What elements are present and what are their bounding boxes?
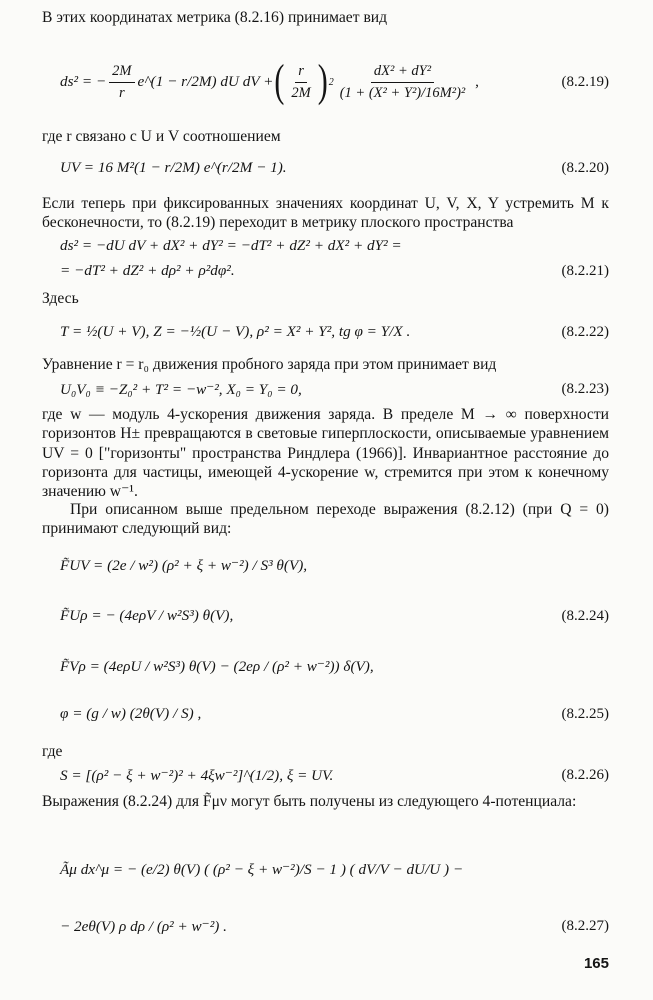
eq-number-23: (8.2.23) (561, 380, 609, 397)
eq27-a: Ãμ dx^μ = − (e/2) θ(V) ( (ρ² − ξ + w⁻²)/S − 1 ) ( dV/V − dU/U ) − (60, 860, 464, 878)
eq26-body: S = [(ρ² − ξ + w⁻²)² + 4ξw⁻²]^(1/2), ξ = UV. (60, 766, 334, 784)
eq-number-25: (8.2.25) (561, 705, 609, 722)
paragraph-potential: Выражения (8.2.24) для F̃μν могут быть получены из следующего 4-потенциала: (42, 793, 577, 810)
eq27-b: − 2eθ(V) ρ dρ / (ρ² + w⁻²) . (60, 917, 227, 935)
equation-8-2-24-b (60, 594, 609, 638)
eq25-body: φ = (g / w) (2θ(V) / S) , (60, 705, 202, 722)
equation-8-2-20 (60, 150, 609, 186)
eq-number-22: (8.2.22) (561, 323, 609, 340)
equation-8-2-27-b (60, 904, 609, 948)
eq-number-26: (8.2.26) (561, 766, 609, 783)
equation-8-2-19: ds² = − $\frac{2M}{r}$ e^(1 − r/2M) dU dV + ( $\frac{r}{2M}$ ) 2 $\frac{\text{dX² + dY²}}{\text{(1 + (X² + Y²)/16M²)²}}$ , (8.2.19) (60, 56, 609, 106)
equation-8-2-27-a (60, 844, 609, 894)
paragraph-intro: В этих координатах метрика (8.2.16) принимает вид (42, 9, 388, 26)
equation-8-2-23 (60, 378, 609, 400)
eq-number-21: (8.2.21) (561, 262, 609, 279)
eq19-frac3-num: dX² + dY² (371, 63, 434, 83)
equation-8-2-24-c (60, 644, 609, 688)
equation-8-2-25 (60, 692, 609, 736)
eq19-frac3-den: (1 + (X² + Y²)/16M²)² (339, 84, 466, 101)
eq19-frac2-den: 2M (291, 84, 311, 101)
eq-number-24: (8.2.24) (561, 607, 609, 624)
paragraph-acceleration: где w — модуль 4-ускорения движения заряда. В пределе M → ∞ поверхности горизонтов H± превращаются в световые гиперплоскости, описываемые уравнением UV = 0 ["горизонты" пространства Риндлера (1966)]. Инвариантное расстояние до горизонта для частицы, имеющей 4-ускорение w, стремится при этом к конечному значению w⁻¹. (42, 406, 609, 501)
eq23-body: U₀V₀ ≡ −Z₀² + T² = −w⁻², X₀ = Y₀ = 0, (60, 380, 302, 398)
eq22-body: T = ½(U + V), Z = −½(U − V), ρ² = X² + Y², tg φ = Y/X . (60, 323, 411, 340)
eq19-lhs: ds² = − (60, 73, 107, 90)
equation-8-2-21-line2 (60, 261, 609, 281)
paragraph-where: где (42, 743, 63, 760)
eq21-line2: = −dT² + dZ² + dρ² + ρ²dφ². (60, 262, 235, 279)
paragraph-where-r: где r связано с U и V соотношением (42, 128, 281, 145)
eq20-body: UV = 16 M²(1 − r/2M) e^(r/2M − 1). (60, 159, 287, 176)
equation-8-2-26 (60, 764, 609, 786)
paragraph-equation-motion: Уравнение r = r₀ движения пробного заряда при этом принимает вид (42, 356, 497, 373)
eq21-line1: ds² = −dU dV + dX² + dY² = −dT² + dZ² + dX² + dY² = (60, 237, 402, 254)
paragraph-limit: Если теперь при фиксированных значениях координат U, V, X, Y устремить M к бесконечности, то (8.2.19) переходит в метрику плоского пространства (42, 195, 609, 232)
eq24-c: F̃Vρ = (4eρU / w²S³) θ(V) − (2eρ / (ρ² + w⁻²)) δ(V), (60, 657, 374, 675)
eq-number-27: (8.2.27) (561, 917, 609, 934)
paragraph-limit-transition: При описанном выше предельном переходе выражения (8.2.12) (при Q = 0) принимают следующий вид: (42, 501, 609, 538)
eq-number-20: (8.2.20) (561, 159, 609, 176)
eq-number-19: (8.2.19) (561, 73, 609, 90)
equation-8-2-21-line1 (60, 236, 609, 256)
equation-8-2-24-a (60, 542, 609, 588)
page-number: 165 (583, 955, 609, 972)
eq19-frac1-den: r (119, 84, 125, 101)
equation-8-2-22 (60, 313, 609, 351)
eq19-frac1-num: 2M (109, 63, 134, 83)
eq19-exp: e^(1 − r/2M) dU dV + (137, 73, 274, 90)
eq24-a: F̃UV = (2e / w²) (ρ² + ξ + w⁻²) / S³ θ(V), (60, 556, 308, 574)
eq19-frac2-num: r (295, 63, 307, 83)
paragraph-here: Здесь (42, 290, 79, 307)
eq24-b: F̃Uρ = − (4eρV / w²S³) θ(V), (60, 607, 234, 624)
